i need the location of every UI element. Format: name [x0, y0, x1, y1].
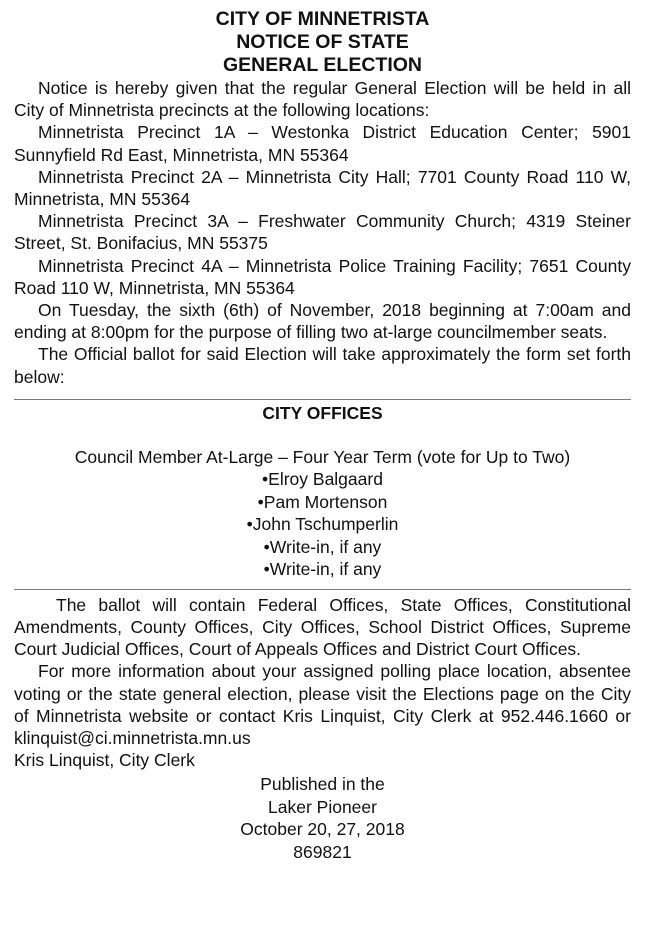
- ad-number: 869821: [293, 841, 352, 862]
- write-in-1: •Write-in, if any: [263, 536, 382, 557]
- title-line-1: CITY OF MINNETRISTA: [215, 8, 430, 30]
- signature: Kris Linquist, City Clerk: [14, 750, 195, 771]
- more-info-paragraph: For more information about your assigned polling place location, absentee voting or the state general election, please visit the Elections page on the City of Minnetrista website or contact Kris Linquist, City Clerk at 952.446.1660 or klinquist@ci.minnetrista.mn.us: [14, 661, 631, 748]
- precinct-4a: Minnetrista Precinct 4A – Minnetrista Police Training Facility; 7651 County Road 110 W, Minnetrista, MN 55364: [14, 255, 631, 298]
- precinct-1a: Minnetrista Precinct 1A – Westonka District Education Center; 5901 Sunnyfield Rd East, Minnetrista, MN 55364: [14, 122, 631, 165]
- write-in-2: •Write-in, if any: [263, 559, 382, 580]
- election-date-paragraph: On Tuesday, the sixth (6th) of November, 2018 beginning at 7:00am and ending at 8:00pm for the purpose of filling two at-large councilmember seats.: [14, 300, 631, 343]
- spacer: [14, 424, 631, 446]
- precinct-3a: Minnetrista Precinct 3A – Freshwater Community Church; 4319 Steiner Street, St. Bonifacius, MN 55375: [14, 211, 631, 254]
- title-line-2: NOTICE OF STATE: [236, 31, 409, 53]
- candidate-2: •Pam Mortenson: [257, 491, 388, 512]
- ballot-intro-paragraph: The Official ballot for said Election will take approximately the form set forth below:: [14, 344, 631, 387]
- title-line-3: GENERAL ELECTION: [223, 54, 422, 76]
- publication-info: [14, 773, 631, 863]
- candidate-3: •John Tschumperlin: [246, 514, 399, 535]
- newspaper-name: Laker Pioneer: [268, 796, 377, 817]
- publication-dates: October 20, 27, 2018: [240, 819, 405, 840]
- divider-bottom: [14, 589, 631, 590]
- precinct-2a: Minnetrista Precinct 2A – Minnetrista City Hall; 7701 County Road 110 W, Minnetrista, MN 55364: [14, 166, 631, 210]
- divider-top: [14, 399, 631, 400]
- office-title: Council Member At-Large – Four Year Term (vote for Up to Two): [74, 447, 571, 468]
- candidate-1: •Elroy Balgaard: [262, 469, 383, 490]
- intro-paragraph: Notice is hereby given that the regular General Election will be held in all City of Minnetrista precincts at the following locations:: [14, 78, 631, 121]
- ballot-contents-paragraph: The ballot will contain Federal Offices, State Offices, Constitutional Amendments, County Offices, City Offices, School District Offices, Supreme Court Judicial Offices, Court of Appeals Offices and District Court Offices.: [14, 594, 631, 660]
- published-in-line: Published in the: [260, 774, 385, 795]
- notice-title: [14, 8, 631, 77]
- ballot-heading: CITY OFFICES: [262, 402, 383, 423]
